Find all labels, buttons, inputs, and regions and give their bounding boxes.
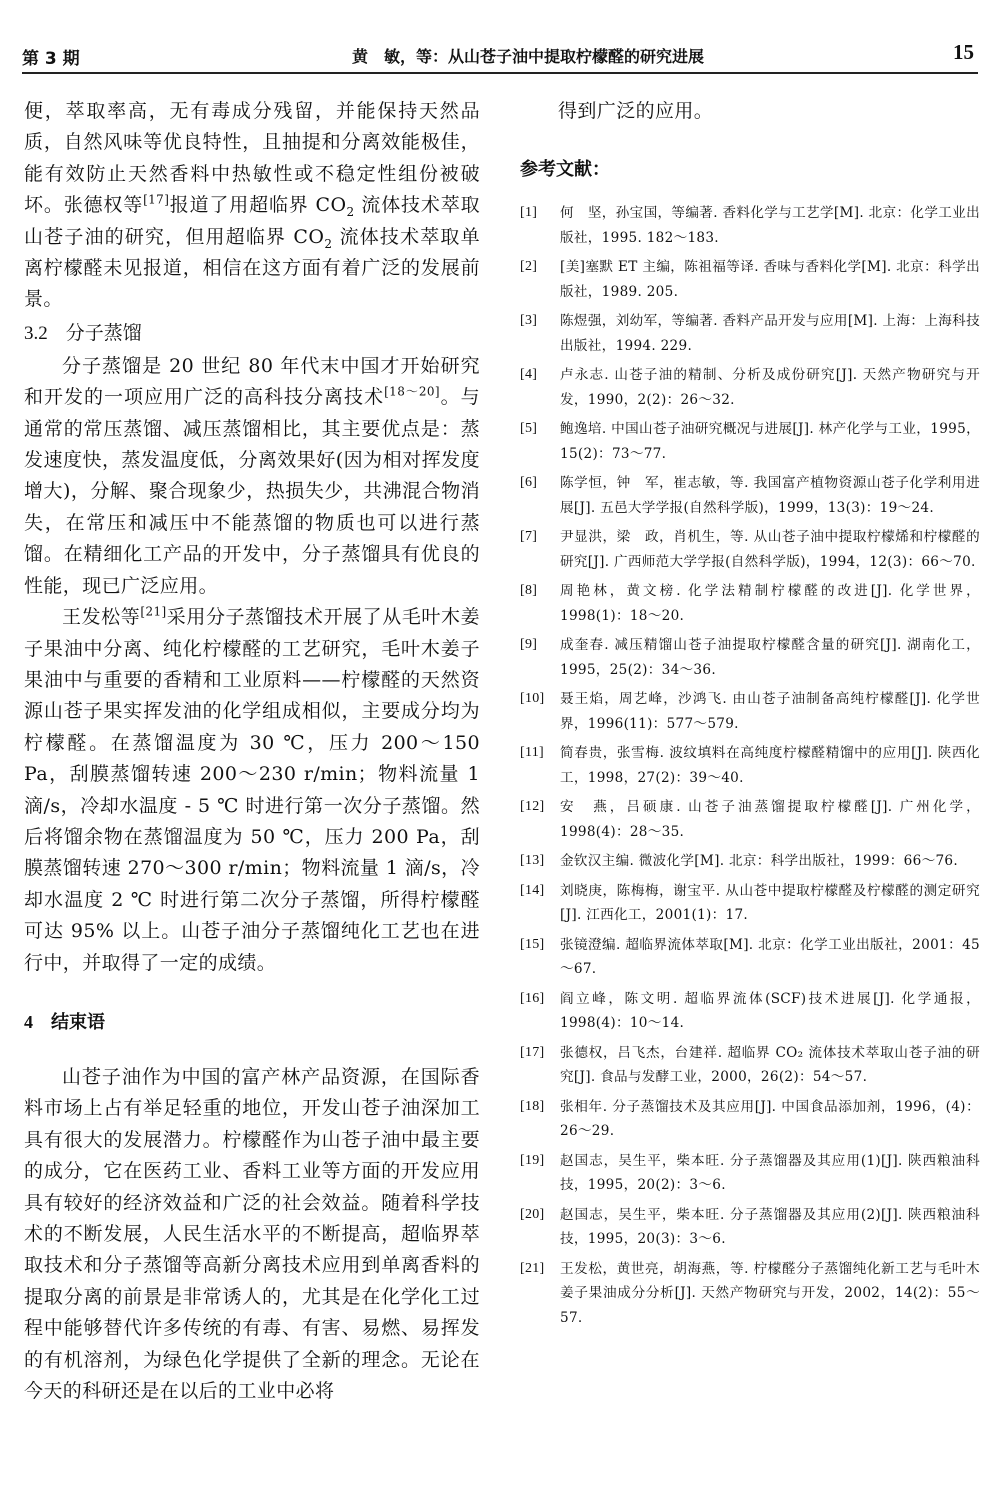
reference-text: 陈学恒，钟 军，崔志敏，等. 我国富产植物资源山苍子化学利用进展[J]. 五邑大学学报(自然科学版)，1999，13(3)：19～24. bbox=[560, 475, 980, 516]
running-title: 黄 敏，等：从山苍子油中提取柠檬醛的研究进展 bbox=[352, 47, 705, 66]
reference-item bbox=[520, 795, 980, 844]
reference-number: [16] bbox=[520, 990, 545, 1006]
page-number: 15 bbox=[953, 40, 974, 64]
reference-item bbox=[520, 1041, 980, 1090]
reference-number: [21] bbox=[520, 1260, 545, 1276]
reference-number: [20] bbox=[520, 1206, 545, 1222]
body-paragraph: 王发松等[21]采用分子蒸馏技术开展了从毛叶木姜子果油中分离、纯化柠檬醛的工艺研究，毛叶木姜子果油中与重要的香精和工业原料——柠檬醛的天然资源山苍子果实挥发油的化学组成相似，主要成分均为柠檬醛。在蒸馏温度为 30 ℃，压力 200～150 Pa，刮膜蒸馏转速 200～230 r/min；物料流量 1 滴/s，冷却水温度 - 5 ℃ 时进行第一次分子蒸馏。然后将馏余物在蒸馏温度为 50 ℃，压力 200 Pa，刮膜蒸馏转速 270～300 r/min；物料流量 1 滴/s，冷却水温度 2 ℃ 时进行第二次分子蒸馏，所得柠檬醛可达 95% 以上。山苍子油分子蒸馏纯化工艺也在进行中，并取得了一定的成绩。 bbox=[24, 604, 480, 974]
reference-text: 鲍逸培. 中国山苍子油研究概况与进展[J]. 林产化学与工业，1995，15(2)：73～77. bbox=[560, 421, 980, 462]
reference-item bbox=[520, 933, 980, 982]
reference-text: 陈煜强，刘幼军，等编著. 香料产品开发与应用[M]. 上海：上海科技出版社，1994. 229. bbox=[560, 313, 980, 354]
reference-number: [11] bbox=[520, 745, 545, 761]
reference-item bbox=[520, 363, 980, 412]
reference-number: [1] bbox=[520, 205, 538, 221]
reference-number: [14] bbox=[520, 882, 545, 898]
reference-text: 张相年. 分子蒸馏技术及其应用[J]. 中国食品添加剂，1996，(4)：26～29. bbox=[560, 1098, 980, 1140]
reference-item bbox=[520, 1203, 980, 1252]
reference-item bbox=[520, 255, 980, 304]
reference-item bbox=[520, 1149, 980, 1198]
reference-number: [19] bbox=[520, 1152, 545, 1168]
reference-number: [18] bbox=[520, 1098, 545, 1114]
reference-number: [17] bbox=[520, 1044, 545, 1060]
citation: [17] bbox=[143, 192, 170, 207]
reference-text: 张德权，吕飞杰，台建祥. 超临界 CO₂ 流体技术萃取山苍子油的研究[J]. 食品与发酵工业，2000，26(2)：54～57. bbox=[560, 1044, 980, 1086]
body-paragraph: 分子蒸馏是 20 世纪 80 年代末中国才开始研究和开发的一项应用广泛的高科技分离技术[18～20]。与通常的常压蒸馏、减压蒸馏相比，其主要优点是：蒸发速度快，蒸发温度低，分离效果好(因为相对挥发度增大)，分解、聚合现象少，热损失少，共沸混合物消失，在常压和减压中不能蒸馏的物质也可以进行蒸馏。在精细化工产品的开发中，分子蒸馏具有优良的性能，现已广泛应用。 bbox=[24, 354, 481, 597]
reference-item bbox=[520, 525, 980, 574]
reference-text: 王发松，黄世亮，胡海燕，等. 柠檬醛分子蒸馏纯化新工艺与毛叶木姜子果油成分分析[J]. 天然产物研究与开发，2002，14(2)：55～57. bbox=[560, 1260, 980, 1326]
reference-number: [9] bbox=[520, 637, 538, 653]
reference-text: 聂王焰，周艺峰，沙鸿飞. 由山苍子油制备高纯柠檬醛[J]. 化学世界，1996(11)：577～579. bbox=[560, 691, 980, 732]
reference-text: 赵国志，吴生平，柴本旺. 分子蒸馏器及其应用(1)[J]. 陕西粮油科技，1995，20(2)：3～6. bbox=[560, 1152, 980, 1194]
reference-item bbox=[520, 309, 980, 358]
reference-list bbox=[520, 201, 980, 1330]
reference-number: [2] bbox=[520, 259, 538, 275]
reference-item bbox=[520, 987, 980, 1036]
reference-number: [5] bbox=[520, 421, 538, 437]
reference-text: 赵国志，吴生平，柴本旺. 分子蒸馏器及其应用(2)[J]. 陕西粮油科技，1995，20(3)：3～6. bbox=[560, 1206, 980, 1248]
citation: [21] bbox=[140, 604, 167, 619]
reference-item bbox=[520, 741, 980, 790]
reference-number: [3] bbox=[520, 313, 538, 329]
reference-text: 成奎春. 减压精馏山苍子油提取柠檬醛含量的研究[J]. 湖南化工，1995，25(2)：34～36. bbox=[560, 637, 980, 678]
section-heading: 4 结束语 bbox=[24, 1011, 105, 1033]
reference-number: [10] bbox=[520, 691, 545, 707]
reference-item bbox=[520, 633, 980, 682]
reference-text: 简春贵，张雪梅. 波纹填料在高纯度柠檬醛精馏中的应用[J]. 陕西化工，1998，27(2)：39～40. bbox=[560, 745, 980, 786]
left-column bbox=[24, 96, 480, 1407]
references-heading: 参考文献： bbox=[520, 159, 610, 181]
reference-text: 张镜澄编. 超临界流体萃取[M]. 北京：化学工业出版社，2001：45～67. bbox=[560, 936, 980, 978]
body-paragraph: 便，萃取率高，无有毒成分残留，并能保持天然品质，自然风味等优良特性，且抽提和分离效能极佳，能有效防止天然香料中热敏性或不稳定性组份被破坏。张德权等[17]报道了用超临界 $CO_2$ 流体技术萃取山苍子油的研究，但用超临界 $CO_2$ 流体技术萃取单离柠檬醛未见报道，相信在这方面有着广泛的发展前景。 bbox=[24, 100, 480, 311]
reference-number: [4] bbox=[520, 367, 538, 383]
reference-number: [12] bbox=[520, 799, 545, 815]
reference-item bbox=[520, 1095, 980, 1144]
reference-item bbox=[520, 417, 980, 466]
reference-number: [6] bbox=[520, 475, 538, 491]
reference-item bbox=[520, 579, 980, 628]
reference-item bbox=[520, 201, 980, 250]
right-column bbox=[520, 96, 980, 1335]
reference-text: [美]塞默 ET 主编，陈祖福等译. 香味与香料化学[M]. 北京：科学出版社，1989. 205. bbox=[560, 259, 980, 300]
reference-text: 阎立峰，陈文明. 超临界流体(SCF)技术进展[J]. 化学通报，1998(4)：10～14. bbox=[560, 990, 980, 1032]
reference-item bbox=[520, 1257, 980, 1331]
running-header bbox=[22, 38, 978, 74]
reference-text: 尹显洪，梁 政，肖机生，等. 从山苍子油中提取柠檬烯和柠檬醛的研究[J]. 广西师范大学学报(自然科学版)，1994，12(3)：66～70. bbox=[560, 529, 980, 570]
reference-number: [8] bbox=[520, 583, 538, 599]
reference-number: [7] bbox=[520, 529, 538, 545]
reference-text: 安 燕，吕硕康. 山苍子油蒸馏提取柠檬醛[J]. 广州化学，1998(4)：28～35. bbox=[560, 799, 980, 840]
section-heading: 3.2 分子蒸馏 bbox=[24, 321, 142, 344]
reference-number: [15] bbox=[520, 936, 545, 952]
citation: [18～20] bbox=[384, 384, 440, 399]
reference-text: 金钦汉主编. 微波化学[M]. 北京：科学出版社，1999：66～76. bbox=[560, 853, 958, 870]
reference-number: [13] bbox=[520, 853, 545, 869]
reference-text: 刘晓庚，陈梅梅，谢宝平. 从山苍中提取柠檬醛及柠檬醛的测定研究[J]. 江西化工，2001(1)：17. bbox=[560, 882, 980, 924]
reference-item bbox=[520, 879, 980, 928]
issue-number: 第 3 期 bbox=[22, 49, 80, 69]
body-paragraph: 得到广泛的应用。 bbox=[558, 100, 714, 122]
reference-item bbox=[520, 687, 980, 736]
reference-text: 何 坚，孙宝国，等编著. 香料化学与工艺学[M]. 北京：化学工业出版社，1995. 182～183. bbox=[560, 205, 980, 246]
reference-text: 卢永志. 山苍子油的精制、分析及成份研究[J]. 天然产物研究与开发，1990，2(2)：26～32. bbox=[560, 367, 980, 408]
reference-text: 周艳林，黄文榜. 化学法精制柠檬醛的改进[J]. 化学世界，1998(1)：18～20. bbox=[560, 583, 980, 624]
reference-item bbox=[520, 849, 980, 874]
reference-item bbox=[520, 471, 980, 520]
body-paragraph: 山苍子油作为中国的富产林产品资源，在国际香料市场上占有举足轻重的地位，开发山苍子油深加工具有很大的发展潜力。柠檬醛作为山苍子油中最主要的成分，它在医药工业、香料工业等方面的开发应用具有较好的经济效益和广泛的社会效益。随着科学技术的不断发展，人民生活水平的不断提高，超临界萃取技术和分子蒸馏等高新分离技术应用到单离香料的提取分离的前景是非常诱人的，尤其是在化学化工过程中能够替代许多传统的有毒、有害、易燃、易挥发的有机溶剂，为绿色化学提供了全新的理念。无论在今天的科研还是在以后的工业中必将 bbox=[24, 1065, 480, 1403]
